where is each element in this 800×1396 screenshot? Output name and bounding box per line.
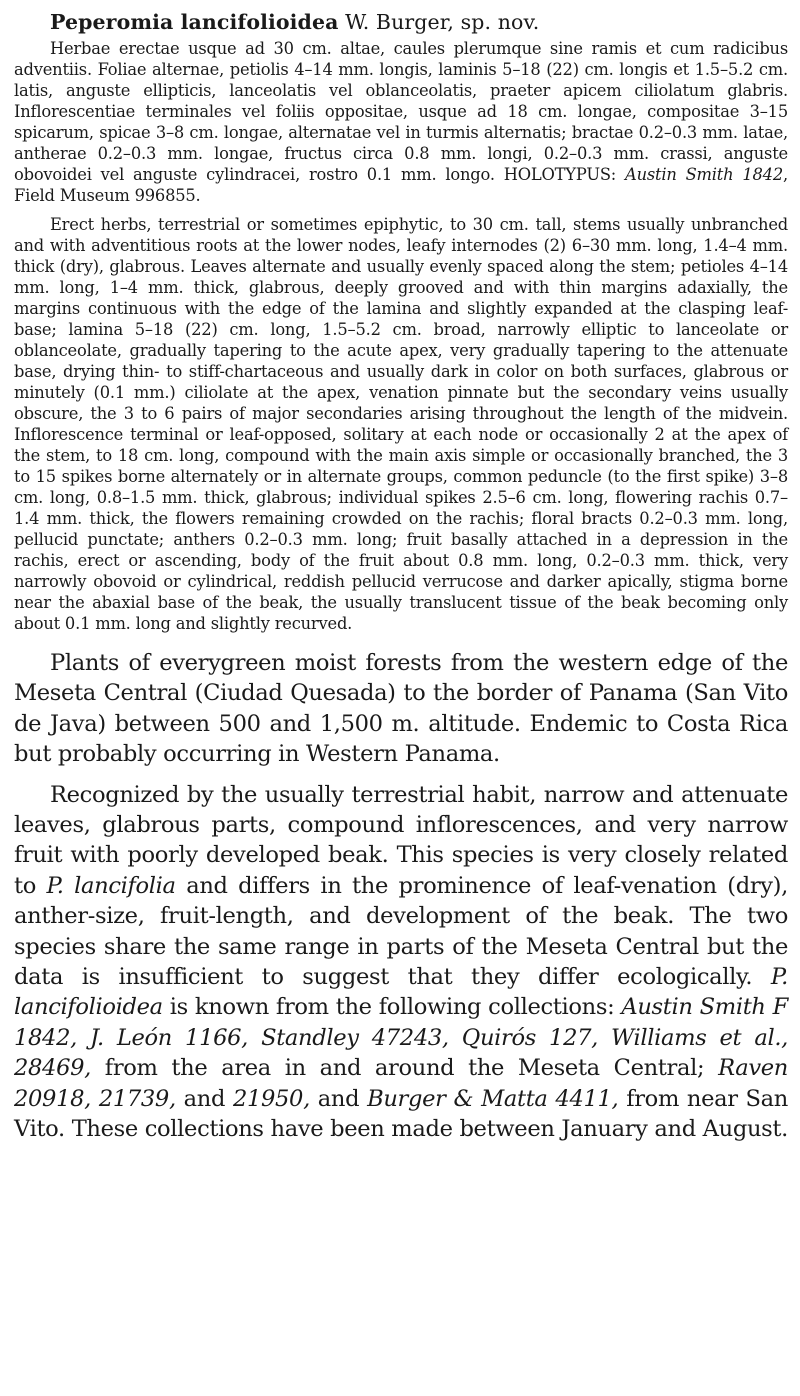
species-authority: W. Burger, sp. nov.: [338, 10, 540, 34]
discussion-text-5: and: [175, 1085, 233, 1112]
discussion-text-6: and: [309, 1085, 368, 1112]
collections-list-3: 21950,: [232, 1085, 310, 1112]
distribution-paragraph: Plants of everygreen moist forests from the western edge of the Meseta Central (Ciudad Quesada) to the border of Panama (San Vito de Java) between 500 and 1,500 m. altitude. Endemic to Costa Rica but probably occurring in Western Panama.: [14, 650, 788, 768]
holotype-specimen: Austin Smith 1842: [625, 165, 783, 184]
species-ref-lancifolia: P. lancifolia: [46, 872, 176, 899]
latin-description-tail: , Field Museum 996855.: [14, 165, 788, 205]
discussion-text-3: is known from the following collections:: [162, 994, 622, 1021]
discussion-paragraph: [14, 780, 788, 1145]
discussion-text-1: Recognized by the usually terrestrial habit, narrow and attenuate leaves, glabrous parts, compound inflorescences, and very narrow fruit with poorly developed beak. This species is very closely related to: [14, 781, 788, 899]
species-ref-lancifolioidea: P. lancifolioidea: [14, 964, 788, 1021]
english-description: Erect herbs, terrestrial or sometimes epiphytic, to 30 cm. tall, stems usually unbranched and with adventitious roots at the lower nodes, leafy internodes (2) 6–30 mm. long, 1.4–4 mm. thick (dry), glabrous. Leaves alternate and usually evenly spaced along the stem; petioles 4–14 mm. long, 1–4 mm. thick, glabrous, deeply grooved and with thin margins adaxially, the margins continuous with the edge of the lamina and slightly expanded at the clasping leaf-base; lamina 5–18 (22) cm. long, 1.5–5.2 cm. broad, narrowly elliptic to lanceolate or oblanceolate, gradually tapering to the acute apex, very gradually tapering to the attenuate base, drying thin- to stiff-chartaceous and usually dark in color on both surfaces, glabrous or minutely (0.1 mm.) ciliolate at the apex, venation pinnate but the secondary veins usually obscure, the 3 to 6 pairs of major secondaries arising throughout the length of the midvein. Inflorescence terminal or leaf-opposed, solitary at each node or occasionally 2 at the apex of the stem, to 18 cm. long, compound with the main axis simple or occasionally branched, the 3 to 15 spikes borne alternately or in alternate groups, common peduncle (to the first spike) 3–8 cm. long, 0.8–1.5 mm. thick, glabrous; individual spikes 2.5–6 cm. long, flowering rachis 0.7–1.4 mm. thick, the flowers remaining crowded on the rachis; floral bracts 0.2–0.3 mm. long, pellucid punctate; anthers 0.2–0.3 mm. long; fruit basally attached in a depression in the rachis, erect or ascending, body of the fruit about 0.8 mm. long, 0.2–0.3 mm. thick, very narrowly obovoid or cylindrical, reddish pellucid verrucose and darker apically, stigma borne near the abaxial base of the beak, the usually translucent tissue of the beak becoming only about 0.1 mm. long and slightly recurved.: [14, 215, 788, 633]
collections-list-2: Raven 20918, 21739,: [14, 1055, 788, 1112]
collections-list-1: Austin Smith F 1842, J. León 1166, Standley 47243, Quirós 127, Williams et al., 28469,: [14, 994, 788, 1082]
collections-list-4: Burger & Matta 4411,: [367, 1085, 619, 1112]
discussion-text-4: from the area in and around the Meseta Central;: [90, 1055, 719, 1082]
latin-description-text: Herbae erectae usque ad 30 cm. altae, caules plerumque sine ramis et cum radicibus adventiis. Foliae alternae, petiolis 4–14 mm. longis, laminis 5–18 (22) cm. longis et 1.5–5.2 cm. latis, anguste ellipticis, lanceolatis vel oblanceolatis, praeter apicem ciliolatum glabris. Inflorescentiae terminales vel foliis oppositae, usque ad 18 cm. longae, compositae 3–15 spicarum, spicae 3–8 cm. longae, alternatae vel in turmis alternatis; bractae 0.2–0.3 mm. latae, antherae 0.2–0.3 mm. longae, fructus circa 0.8 mm. longi, 0.2–0.3 mm. crassi, anguste obovoidei vel anguste cylindracei, rostro 0.1 mm. longo. HOLOTYPUS:: [14, 39, 788, 184]
discussion-text-2: and differs in the prominence of leaf-venation (dry), anther-size, fruit-length, and development of the beak. The two species share the same range in parts of the Meseta Central but the data is insufficient to suggest that they differ ecologically.: [14, 872, 788, 991]
species-heading: [50, 8, 788, 36]
species-name: Peperomia lancifolioidea: [50, 10, 339, 34]
discussion-text-7: from near San Vito. These collections have been made between January and August.: [14, 1085, 788, 1143]
latin-description: [14, 38, 788, 206]
